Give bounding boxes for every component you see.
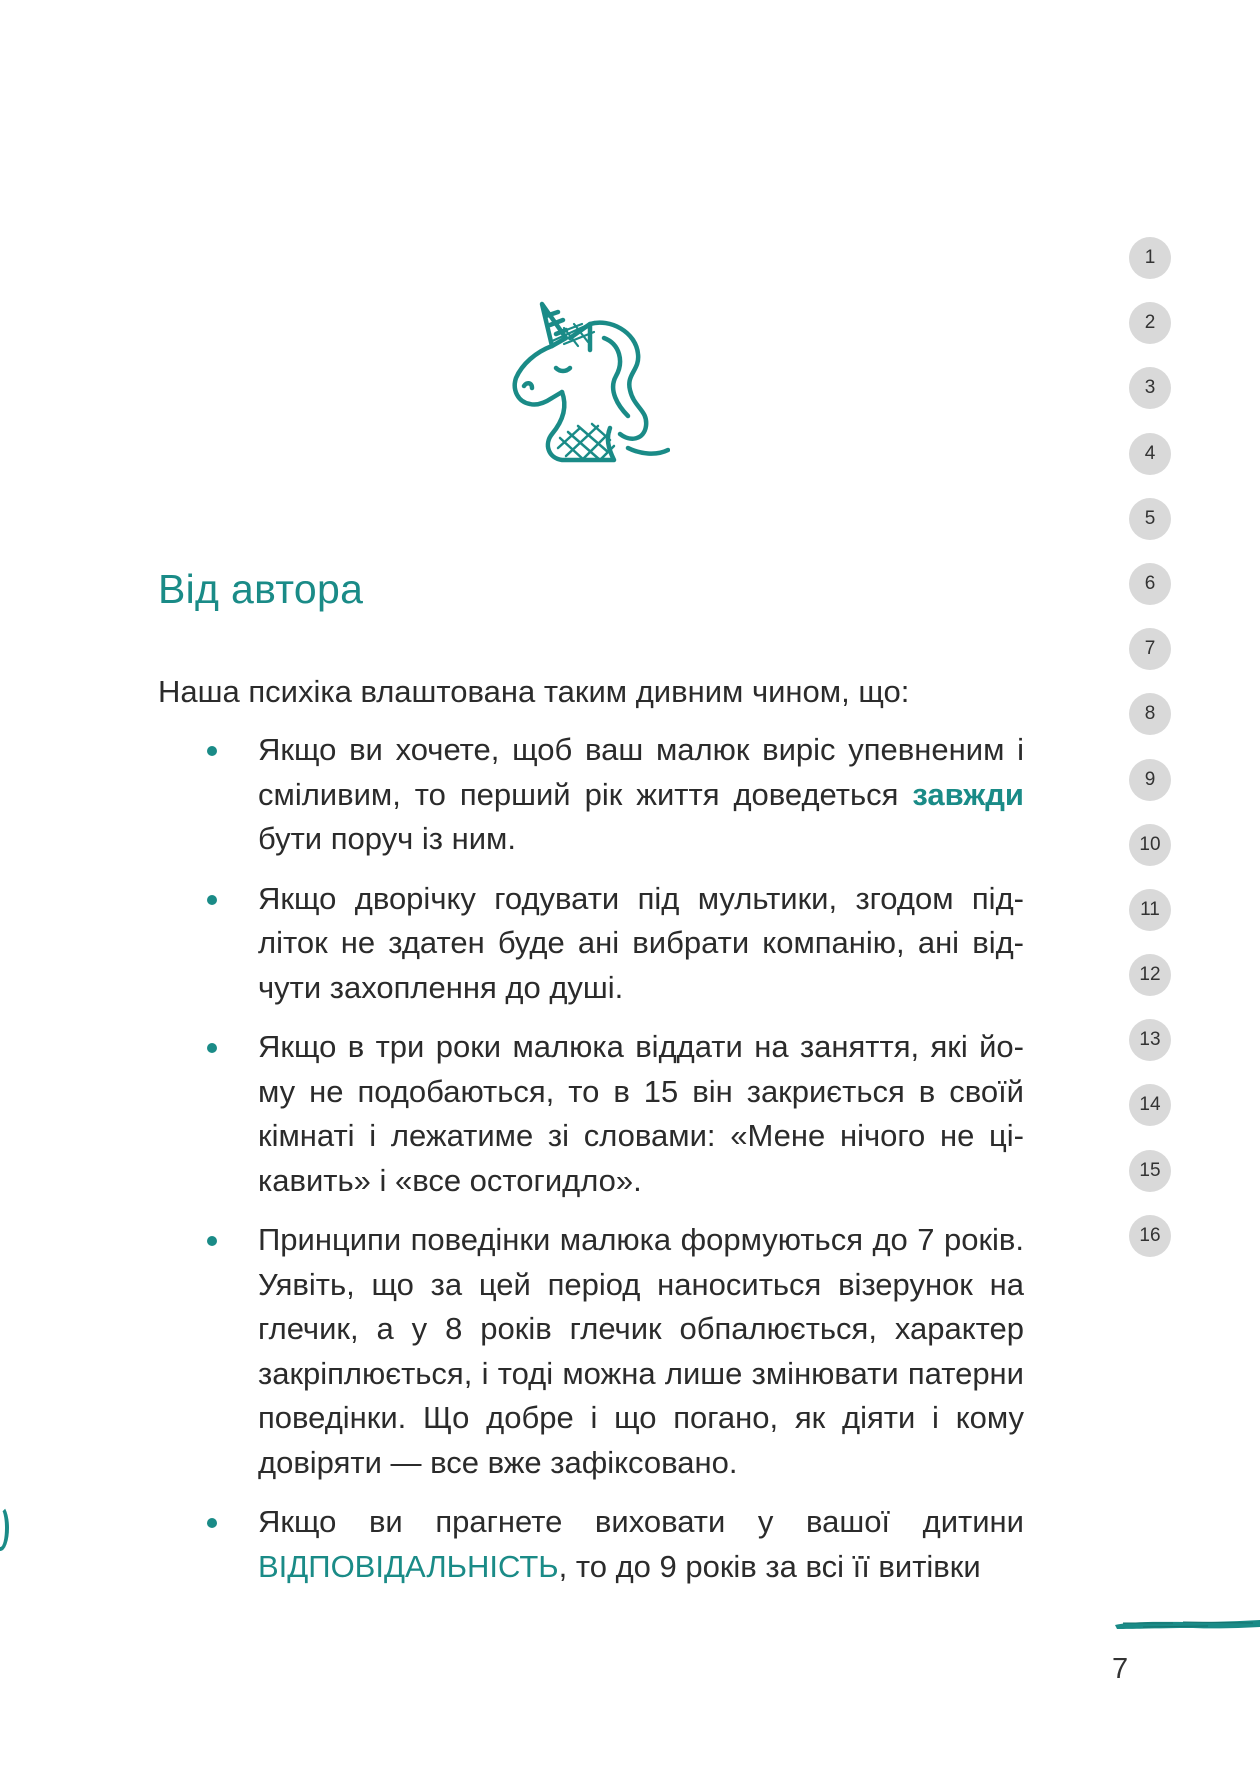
chapter-badge-6[interactable]: 6 <box>1129 563 1171 605</box>
highlight-word: ВІДПОВІДАЛЬНІСТЬ <box>258 1548 559 1584</box>
list-item-text: Принципи поведінки малюка формуються до 7 років. Уявіть, що за цей період наноситься візерунок на глечик, а у 8 років глечик обпалюється, характер закріплюється, і тоді можна лише змінювати патерни поведінки. Що добре і що погано, як діяти і кому довіряти — все вже зафіксовано. <box>258 1222 1024 1480</box>
chapter-badge-15[interactable]: 15 <box>1129 1150 1171 1192</box>
chapter-badge-5[interactable]: 5 <box>1129 498 1171 540</box>
edge-mark-icon <box>0 1505 9 1551</box>
page-number: 7 <box>1112 1653 1129 1685</box>
list-item <box>158 728 1024 862</box>
brush-stroke-divider <box>1113 1612 1260 1636</box>
bullet-icon <box>207 1043 217 1053</box>
chapter-badge-4[interactable]: 4 <box>1129 433 1171 475</box>
unicorn-icon <box>508 298 670 470</box>
list-item-text: Якщо ви хочете, щоб ваш малюк виріс упевненим і сміливим, то перший рік життя доведеться <box>258 732 1024 812</box>
bullet-icon <box>207 1518 217 1528</box>
list-item-text: Якщо в три роки малюка віддати на заняття, які йому не подобаються, то в 15 він закриється в своїй кімнаті і лежатиме зі словами: «Мене нічого не цікавить» і «все остогидло». <box>258 1029 1024 1198</box>
chapter-badge-8[interactable]: 8 <box>1129 693 1171 735</box>
list-item-text: бути поруч із ним. <box>258 821 516 856</box>
list-item <box>158 877 1024 1011</box>
chapter-badge-10[interactable]: 10 <box>1129 824 1171 866</box>
chapter-badge-11[interactable]: 11 <box>1129 889 1171 931</box>
chapter-badge-14[interactable]: 14 <box>1129 1084 1171 1126</box>
chapter-badge-16[interactable]: 16 <box>1129 1215 1171 1257</box>
chapter-badge-7[interactable]: 7 <box>1129 628 1171 670</box>
page-title: Від автора <box>158 566 364 612</box>
chapter-badge-3[interactable]: 3 <box>1129 367 1171 409</box>
bullet-icon <box>207 1236 217 1246</box>
chapter-badge-2[interactable]: 2 <box>1129 302 1171 344</box>
list-item <box>158 1025 1024 1203</box>
list-item-text: Якщо дворічку годувати під мультики, згодом підліток не здатен буде ані вибрати компанію, ані відчути захоплення до душі. <box>258 880 1024 1005</box>
list-item-text: Якщо ви прагнете виховати у вашої дитини <box>258 1504 1024 1539</box>
bullet-icon <box>207 746 217 756</box>
bullet-icon <box>207 895 217 905</box>
highlight-word: завжди <box>912 776 1024 812</box>
list-item-text: , то до 9 років за всі її витівки <box>558 1548 981 1584</box>
chapter-navigation <box>1129 237 1171 1280</box>
chapter-badge-1[interactable]: 1 <box>1129 237 1171 279</box>
chapter-badge-13[interactable]: 13 <box>1129 1019 1171 1061</box>
bullet-list <box>158 728 1024 1604</box>
intro-text: Наша психіка влаштована таким дивним чином, що: <box>158 674 910 709</box>
chapter-badge-9[interactable]: 9 <box>1129 759 1171 801</box>
list-item <box>158 1218 1024 1485</box>
list-item <box>158 1500 1024 1589</box>
chapter-badge-12[interactable]: 12 <box>1129 954 1171 996</box>
